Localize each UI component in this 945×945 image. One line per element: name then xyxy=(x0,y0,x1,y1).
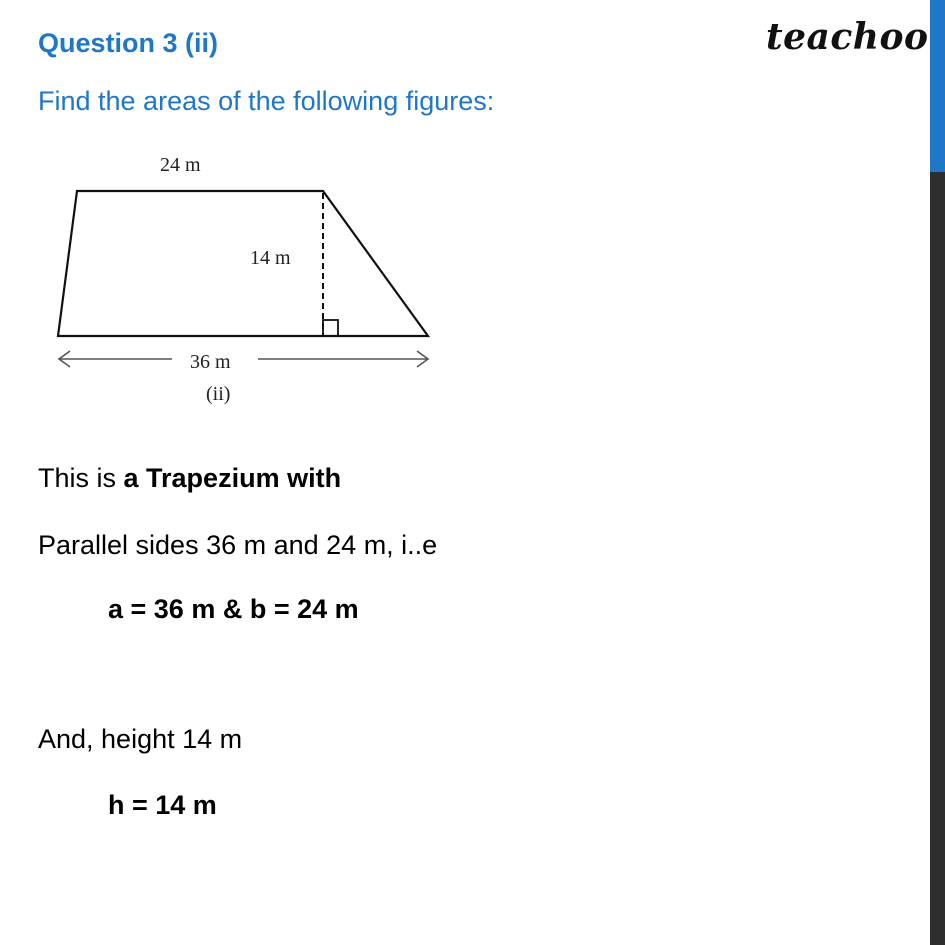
height-value: h = 14 m xyxy=(108,790,217,820)
trapezium-figure xyxy=(40,140,460,410)
statement-bold: a Trapezium with xyxy=(123,463,342,493)
right-angle-marker xyxy=(323,320,338,336)
trapezium-statement xyxy=(38,463,341,494)
top-side-label: 24 m xyxy=(160,154,201,176)
height-line: And, height 14 m xyxy=(38,724,243,754)
trapezium-shape xyxy=(58,191,428,336)
scrollbar-thumb[interactable] xyxy=(930,0,945,172)
statement-prefix: This is xyxy=(38,463,124,493)
base-label: 36 m xyxy=(190,351,231,373)
teachoo-logo: teachoo xyxy=(766,16,929,58)
question-title: Question 3 (ii) xyxy=(38,28,219,58)
parallel-sides-line: Parallel sides 36 m and 24 m, i..e xyxy=(38,530,438,560)
height-label: 14 m xyxy=(250,247,291,269)
question-prompt: Find the areas of the following figures: xyxy=(38,86,495,116)
figure-caption: (ii) xyxy=(206,383,231,405)
parallel-sides-values: a = 36 m & b = 24 m xyxy=(108,594,359,624)
